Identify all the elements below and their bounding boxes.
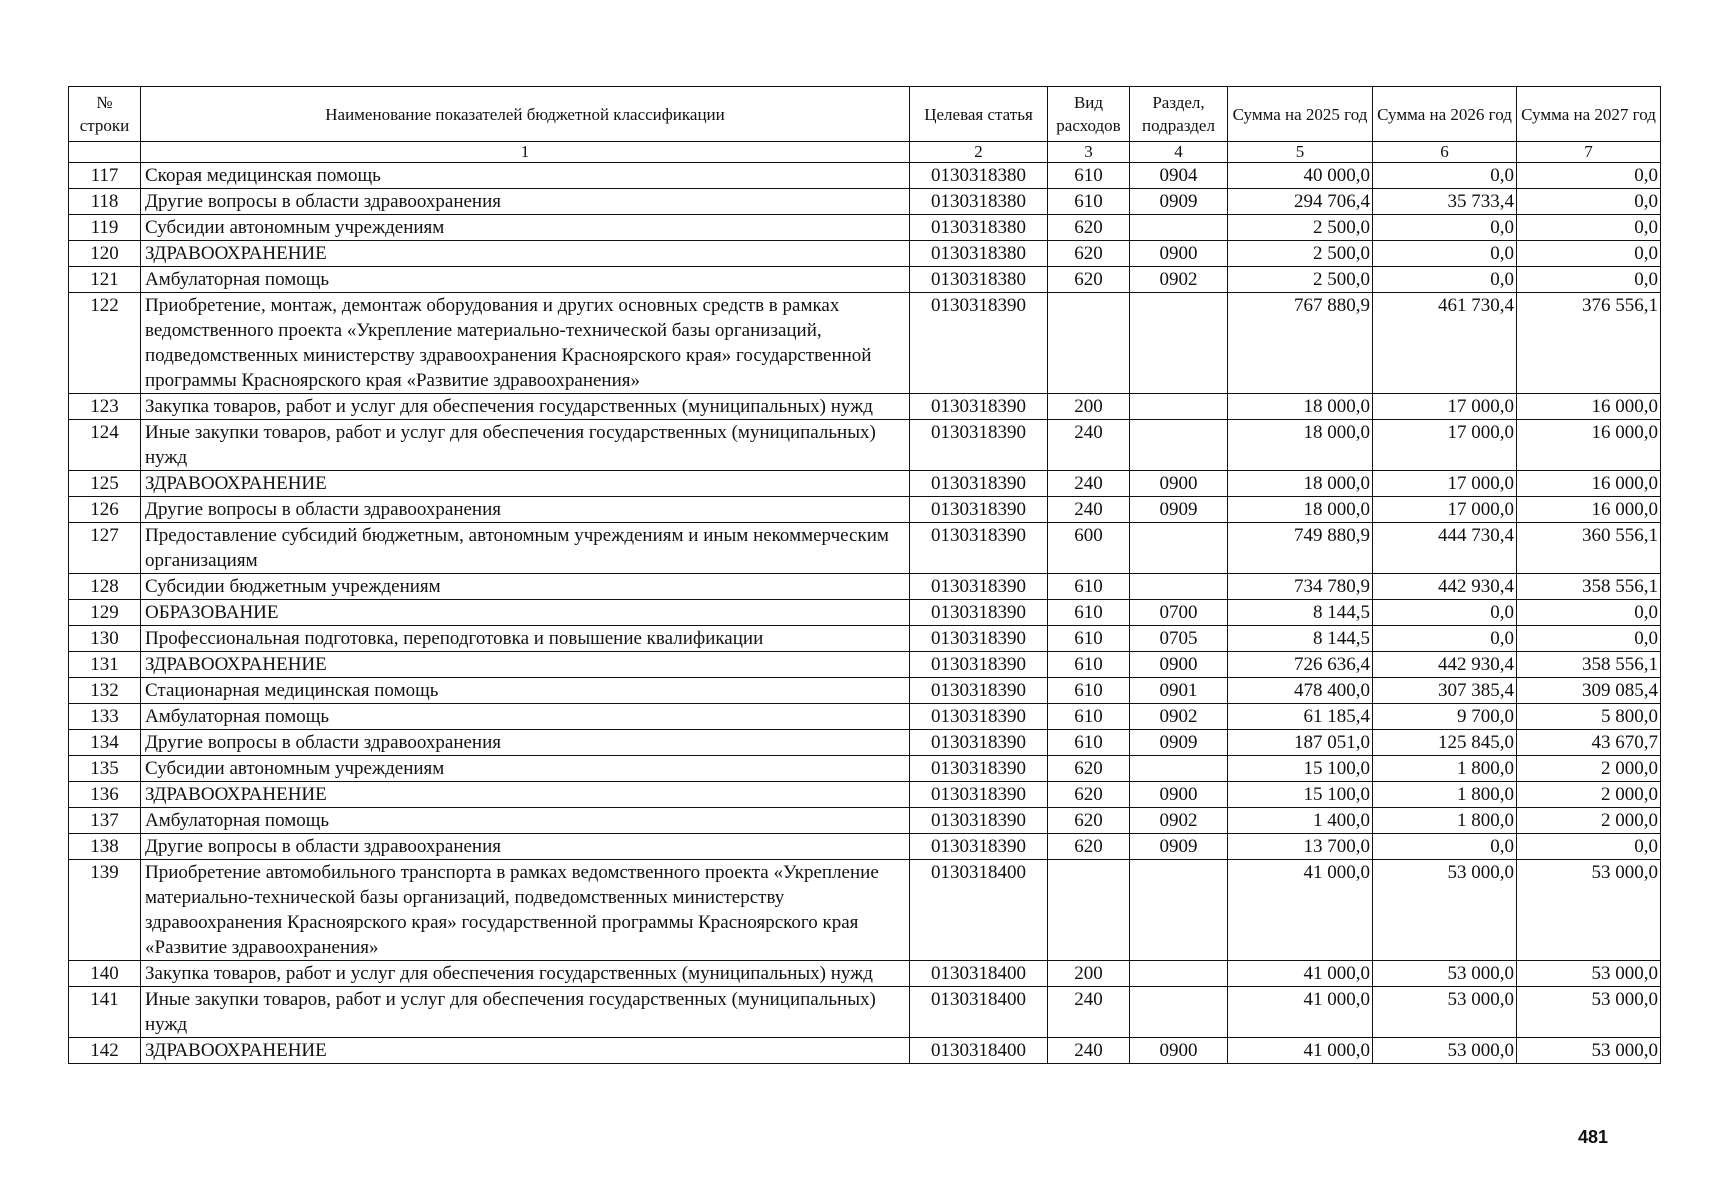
table-row (69, 293, 1661, 394)
section-cell: 0900 (1130, 1038, 1228, 1064)
indicator-name-cell: Амбулаторная помощь (141, 808, 910, 834)
row-number-cell: 135 (69, 756, 141, 782)
target-article-cell: 0130318390 (910, 834, 1048, 860)
sum-2025-cell: 61 185,4 (1228, 704, 1373, 730)
expense-type-cell: 620 (1048, 756, 1130, 782)
header-expense-type: Вид расходов (1048, 87, 1130, 142)
sum-2026-cell: 1 800,0 (1373, 782, 1517, 808)
expense-type-cell: 610 (1048, 163, 1130, 189)
target-article-cell: 0130318390 (910, 574, 1048, 600)
target-article-cell: 0130318380 (910, 163, 1048, 189)
header-sum-2027: Сумма на 2027 год (1517, 87, 1661, 142)
sum-2027-cell: 358 556,1 (1517, 652, 1661, 678)
target-article-cell: 0130318390 (910, 756, 1048, 782)
sum-2026-cell: 53 000,0 (1373, 987, 1517, 1038)
expense-type-cell: 200 (1048, 961, 1130, 987)
section-cell: 0902 (1130, 267, 1228, 293)
section-cell: 0909 (1130, 730, 1228, 756)
sum-2027-cell: 376 556,1 (1517, 293, 1661, 394)
section-cell (1130, 961, 1228, 987)
sum-2026-cell: 307 385,4 (1373, 678, 1517, 704)
row-number-cell: 131 (69, 652, 141, 678)
sum-2027-cell: 5 800,0 (1517, 704, 1661, 730)
table-row (69, 189, 1661, 215)
row-number-cell: 125 (69, 471, 141, 497)
header-row-no: № строки (69, 87, 141, 142)
table-row (69, 756, 1661, 782)
target-article-cell: 0130318390 (910, 782, 1048, 808)
table-row (69, 626, 1661, 652)
indicator-name-cell: Закупка товаров, работ и услуг для обеспечения государственных (муниципальных) нужд (141, 394, 910, 420)
target-article-cell: 0130318390 (910, 293, 1048, 394)
row-number-cell: 120 (69, 241, 141, 267)
sum-2025-cell: 40 000,0 (1228, 163, 1373, 189)
target-article-cell: 0130318390 (910, 808, 1048, 834)
section-cell: 0901 (1130, 678, 1228, 704)
target-article-cell: 0130318380 (910, 241, 1048, 267)
column-number-row (69, 142, 1661, 163)
table-row (69, 215, 1661, 241)
target-article-cell: 0130318390 (910, 394, 1048, 420)
sum-2025-cell: 18 000,0 (1228, 471, 1373, 497)
row-number-cell: 140 (69, 961, 141, 987)
sum-2026-cell: 35 733,4 (1373, 189, 1517, 215)
section-cell (1130, 523, 1228, 574)
sum-2027-cell: 2 000,0 (1517, 808, 1661, 834)
indicator-name-cell: ЗДРАВООХРАНЕНИЕ (141, 241, 910, 267)
section-cell: 0900 (1130, 652, 1228, 678)
indicator-name-cell: Приобретение автомобильного транспорта в рамках ведомственного проекта «Укрепление материально-технической базы организаций, подведомственных министерству здравоохранения Красноярского края» государственной программы Красноярского края «Развитие здравоохранения» (141, 860, 910, 961)
sum-2025-cell: 18 000,0 (1228, 394, 1373, 420)
column-number: 3 (1048, 142, 1130, 163)
sum-2026-cell: 125 845,0 (1373, 730, 1517, 756)
sum-2026-cell: 53 000,0 (1373, 961, 1517, 987)
column-number: 1 (141, 142, 910, 163)
indicator-name-cell: ЗДРАВООХРАНЕНИЕ (141, 471, 910, 497)
table-row (69, 471, 1661, 497)
section-cell (1130, 574, 1228, 600)
column-number: 5 (1228, 142, 1373, 163)
sum-2027-cell: 0,0 (1517, 215, 1661, 241)
target-article-cell: 0130318400 (910, 987, 1048, 1038)
section-cell: 0904 (1130, 163, 1228, 189)
sum-2027-cell: 53 000,0 (1517, 987, 1661, 1038)
sum-2025-cell: 8 144,5 (1228, 600, 1373, 626)
sum-2026-cell: 0,0 (1373, 626, 1517, 652)
indicator-name-cell: Приобретение, монтаж, демонтаж оборудования и других основных средств в рамках ведомственного проекта «Укрепление материально-технической базы организаций, подведомственных министерству здравоохранения Красноярского края» государственной программы Красноярского края «Развитие здравоохранения» (141, 293, 910, 394)
sum-2026-cell: 0,0 (1373, 215, 1517, 241)
indicator-name-cell: Профессиональная подготовка, переподготовка и повышение квалификации (141, 626, 910, 652)
table-row (69, 834, 1661, 860)
sum-2025-cell: 2 500,0 (1228, 241, 1373, 267)
section-cell: 0900 (1130, 241, 1228, 267)
expense-type-cell: 240 (1048, 497, 1130, 523)
table-row (69, 241, 1661, 267)
sum-2026-cell: 442 930,4 (1373, 652, 1517, 678)
sum-2025-cell: 2 500,0 (1228, 215, 1373, 241)
expense-type-cell: 610 (1048, 574, 1130, 600)
sum-2025-cell: 15 100,0 (1228, 756, 1373, 782)
section-cell (1130, 420, 1228, 471)
sum-2027-cell: 2 000,0 (1517, 782, 1661, 808)
indicator-name-cell: Иные закупки товаров, работ и услуг для обеспечения государственных (муниципальных) нужд (141, 420, 910, 471)
table-row (69, 600, 1661, 626)
sum-2026-cell: 9 700,0 (1373, 704, 1517, 730)
row-number-cell: 129 (69, 600, 141, 626)
row-number-cell: 126 (69, 497, 141, 523)
sum-2026-cell: 17 000,0 (1373, 471, 1517, 497)
column-number: 7 (1517, 142, 1661, 163)
table-row (69, 574, 1661, 600)
sum-2025-cell: 8 144,5 (1228, 626, 1373, 652)
target-article-cell: 0130318390 (910, 497, 1048, 523)
table-row (69, 678, 1661, 704)
table-row (69, 704, 1661, 730)
header-section: Раздел, подраздел (1130, 87, 1228, 142)
row-number-cell: 122 (69, 293, 141, 394)
target-article-cell: 0130318380 (910, 189, 1048, 215)
expense-type-cell: 240 (1048, 471, 1130, 497)
section-cell: 0909 (1130, 497, 1228, 523)
expense-type-cell: 200 (1048, 394, 1130, 420)
sum-2026-cell: 17 000,0 (1373, 497, 1517, 523)
sum-2027-cell: 53 000,0 (1517, 961, 1661, 987)
row-number-cell: 134 (69, 730, 141, 756)
expense-type-cell: 240 (1048, 1038, 1130, 1064)
expense-type-cell: 610 (1048, 704, 1130, 730)
table-row (69, 523, 1661, 574)
expense-type-cell: 600 (1048, 523, 1130, 574)
table-row (69, 394, 1661, 420)
row-number-cell: 141 (69, 987, 141, 1038)
target-article-cell: 0130318390 (910, 600, 1048, 626)
table-row (69, 652, 1661, 678)
row-number-cell: 117 (69, 163, 141, 189)
section-cell: 0900 (1130, 782, 1228, 808)
sum-2027-cell: 309 085,4 (1517, 678, 1661, 704)
header-name: Наименование показателей бюджетной классификации (141, 87, 910, 142)
sum-2027-cell: 0,0 (1517, 267, 1661, 293)
sum-2026-cell: 1 800,0 (1373, 808, 1517, 834)
sum-2025-cell: 1 400,0 (1228, 808, 1373, 834)
sum-2026-cell: 0,0 (1373, 241, 1517, 267)
section-cell: 0700 (1130, 600, 1228, 626)
column-number: 2 (910, 142, 1048, 163)
expense-type-cell: 610 (1048, 600, 1130, 626)
sum-2027-cell: 16 000,0 (1517, 497, 1661, 523)
expense-type-cell: 620 (1048, 782, 1130, 808)
sum-2025-cell: 749 880,9 (1228, 523, 1373, 574)
target-article-cell: 0130318390 (910, 420, 1048, 471)
expense-type-cell: 620 (1048, 215, 1130, 241)
indicator-name-cell: Иные закупки товаров, работ и услуг для обеспечения государственных (муниципальных) нужд (141, 987, 910, 1038)
section-cell: 0909 (1130, 834, 1228, 860)
indicator-name-cell: ЗДРАВООХРАНЕНИЕ (141, 652, 910, 678)
sum-2026-cell: 53 000,0 (1373, 1038, 1517, 1064)
indicator-name-cell: Скорая медицинская помощь (141, 163, 910, 189)
section-cell: 0900 (1130, 471, 1228, 497)
sum-2027-cell: 360 556,1 (1517, 523, 1661, 574)
indicator-name-cell: Субсидии автономным учреждениям (141, 215, 910, 241)
sum-2025-cell: 18 000,0 (1228, 420, 1373, 471)
sum-2027-cell: 16 000,0 (1517, 471, 1661, 497)
sum-2026-cell: 444 730,4 (1373, 523, 1517, 574)
sum-2026-cell: 0,0 (1373, 600, 1517, 626)
expense-type-cell: 620 (1048, 267, 1130, 293)
sum-2027-cell: 0,0 (1517, 163, 1661, 189)
row-number-cell: 138 (69, 834, 141, 860)
sum-2026-cell: 442 930,4 (1373, 574, 1517, 600)
column-number: 6 (1373, 142, 1517, 163)
row-number-cell: 121 (69, 267, 141, 293)
table-body (69, 163, 1661, 1064)
expense-type-cell: 620 (1048, 834, 1130, 860)
row-number-cell: 127 (69, 523, 141, 574)
sum-2027-cell: 358 556,1 (1517, 574, 1661, 600)
sum-2025-cell: 734 780,9 (1228, 574, 1373, 600)
section-cell (1130, 293, 1228, 394)
table-row (69, 782, 1661, 808)
sum-2027-cell: 16 000,0 (1517, 394, 1661, 420)
sum-2025-cell: 41 000,0 (1228, 860, 1373, 961)
table-row (69, 420, 1661, 471)
indicator-name-cell: Стационарная медицинская помощь (141, 678, 910, 704)
indicator-name-cell: Субсидии автономным учреждениям (141, 756, 910, 782)
table-row (69, 730, 1661, 756)
sum-2027-cell: 0,0 (1517, 241, 1661, 267)
sum-2025-cell: 2 500,0 (1228, 267, 1373, 293)
indicator-name-cell: ЗДРАВООХРАНЕНИЕ (141, 782, 910, 808)
sum-2025-cell: 13 700,0 (1228, 834, 1373, 860)
sum-2027-cell: 0,0 (1517, 189, 1661, 215)
indicator-name-cell: Закупка товаров, работ и услуг для обеспечения государственных (муниципальных) нужд (141, 961, 910, 987)
table-row (69, 497, 1661, 523)
header-sum-2025: Сумма на 2025 год (1228, 87, 1373, 142)
row-number-cell: 136 (69, 782, 141, 808)
sum-2025-cell: 767 880,9 (1228, 293, 1373, 394)
expense-type-cell: 240 (1048, 420, 1130, 471)
target-article-cell: 0130318390 (910, 704, 1048, 730)
indicator-name-cell: Другие вопросы в области здравоохранения (141, 189, 910, 215)
target-article-cell: 0130318400 (910, 961, 1048, 987)
page-number: 481 (1578, 1127, 1609, 1147)
section-cell: 0705 (1130, 626, 1228, 652)
target-article-cell: 0130318390 (910, 652, 1048, 678)
expense-type-cell (1048, 860, 1130, 961)
row-number-cell: 118 (69, 189, 141, 215)
target-article-cell: 0130318390 (910, 523, 1048, 574)
row-number-cell: 132 (69, 678, 141, 704)
target-article-cell: 0130318390 (910, 678, 1048, 704)
sum-2025-cell: 478 400,0 (1228, 678, 1373, 704)
sum-2027-cell: 2 000,0 (1517, 756, 1661, 782)
expense-type-cell: 610 (1048, 626, 1130, 652)
sum-2025-cell: 41 000,0 (1228, 1038, 1373, 1064)
sum-2025-cell: 294 706,4 (1228, 189, 1373, 215)
header-target-article: Целевая статья (910, 87, 1048, 142)
target-article-cell: 0130318390 (910, 471, 1048, 497)
table-row (69, 163, 1661, 189)
sum-2025-cell: 187 051,0 (1228, 730, 1373, 756)
table-row (69, 860, 1661, 961)
section-cell: 0902 (1130, 704, 1228, 730)
header-row (69, 87, 1661, 142)
expense-type-cell: 610 (1048, 730, 1130, 756)
section-cell (1130, 860, 1228, 961)
sum-2026-cell: 17 000,0 (1373, 420, 1517, 471)
sum-2026-cell: 461 730,4 (1373, 293, 1517, 394)
indicator-name-cell: Амбулаторная помощь (141, 704, 910, 730)
section-cell: 0902 (1130, 808, 1228, 834)
column-number (69, 142, 141, 163)
sum-2025-cell: 15 100,0 (1228, 782, 1373, 808)
expense-type-cell: 610 (1048, 189, 1130, 215)
table-row (69, 808, 1661, 834)
sum-2025-cell: 41 000,0 (1228, 961, 1373, 987)
row-number-cell: 133 (69, 704, 141, 730)
sum-2026-cell: 0,0 (1373, 163, 1517, 189)
indicator-name-cell: Амбулаторная помощь (141, 267, 910, 293)
section-cell: 0909 (1130, 189, 1228, 215)
sum-2026-cell: 0,0 (1373, 267, 1517, 293)
section-cell (1130, 215, 1228, 241)
target-article-cell: 0130318400 (910, 1038, 1048, 1064)
row-number-cell: 123 (69, 394, 141, 420)
target-article-cell: 0130318380 (910, 267, 1048, 293)
row-number-cell: 142 (69, 1038, 141, 1064)
sum-2027-cell: 53 000,0 (1517, 860, 1661, 961)
section-cell (1130, 394, 1228, 420)
table-row (69, 987, 1661, 1038)
indicator-name-cell: Субсидии бюджетным учреждениям (141, 574, 910, 600)
sum-2026-cell: 0,0 (1373, 834, 1517, 860)
sum-2025-cell: 18 000,0 (1228, 497, 1373, 523)
expense-type-cell: 240 (1048, 987, 1130, 1038)
expense-type-cell: 610 (1048, 678, 1130, 704)
row-number-cell: 128 (69, 574, 141, 600)
expense-type-cell (1048, 293, 1130, 394)
expense-type-cell: 610 (1048, 652, 1130, 678)
indicator-name-cell: ЗДРАВООХРАНЕНИЕ (141, 1038, 910, 1064)
indicator-name-cell: Предоставление субсидий бюджетным, автономным учреждениям и иным некоммерческим организациям (141, 523, 910, 574)
expense-type-cell: 620 (1048, 808, 1130, 834)
row-number-cell: 124 (69, 420, 141, 471)
sum-2027-cell: 0,0 (1517, 834, 1661, 860)
expense-type-cell: 620 (1048, 241, 1130, 267)
sum-2025-cell: 41 000,0 (1228, 987, 1373, 1038)
row-number-cell: 137 (69, 808, 141, 834)
section-cell (1130, 987, 1228, 1038)
sum-2027-cell: 53 000,0 (1517, 1038, 1661, 1064)
indicator-name-cell: Другие вопросы в области здравоохранения (141, 730, 910, 756)
header-sum-2026: Сумма на 2026 год (1373, 87, 1517, 142)
sum-2027-cell: 0,0 (1517, 626, 1661, 652)
budget-table (68, 86, 1661, 1064)
indicator-name-cell: Другие вопросы в области здравоохранения (141, 834, 910, 860)
indicator-name-cell: Другие вопросы в области здравоохранения (141, 497, 910, 523)
target-article-cell: 0130318390 (910, 626, 1048, 652)
target-article-cell: 0130318380 (910, 215, 1048, 241)
sum-2026-cell: 1 800,0 (1373, 756, 1517, 782)
row-number-cell: 139 (69, 860, 141, 961)
sum-2027-cell: 43 670,7 (1517, 730, 1661, 756)
table-row (69, 1038, 1661, 1064)
sum-2027-cell: 16 000,0 (1517, 420, 1661, 471)
column-number: 4 (1130, 142, 1228, 163)
sum-2027-cell: 0,0 (1517, 600, 1661, 626)
indicator-name-cell: ОБРАЗОВАНИЕ (141, 600, 910, 626)
row-number-cell: 119 (69, 215, 141, 241)
target-article-cell: 0130318400 (910, 860, 1048, 961)
sum-2026-cell: 17 000,0 (1373, 394, 1517, 420)
table-row (69, 267, 1661, 293)
target-article-cell: 0130318390 (910, 730, 1048, 756)
sum-2025-cell: 726 636,4 (1228, 652, 1373, 678)
table-row (69, 961, 1661, 987)
sum-2026-cell: 53 000,0 (1373, 860, 1517, 961)
section-cell (1130, 756, 1228, 782)
row-number-cell: 130 (69, 626, 141, 652)
